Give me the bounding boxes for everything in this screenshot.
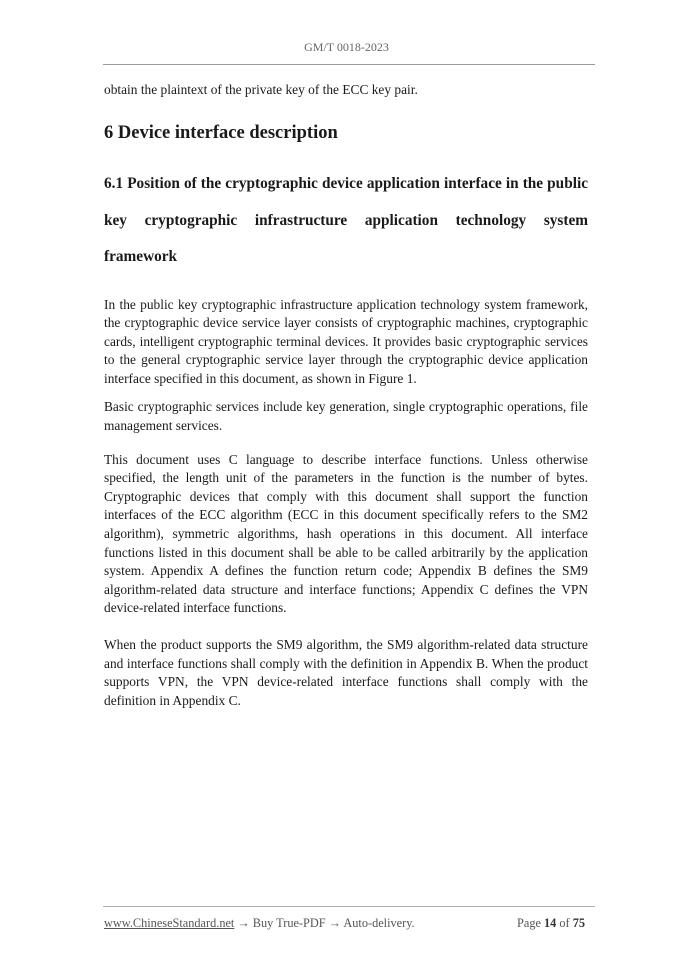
arrow-icon: →	[328, 916, 341, 930]
subsection-heading: 6.1 Position of the cryptographic device application interface in the public key cryptographic infrastructure application technology system framework	[104, 175, 588, 265]
page-counter	[517, 916, 585, 931]
standard-code: GM/T 0018-2023	[304, 40, 389, 54]
of-label: of	[559, 916, 570, 930]
site-link[interactable]: www.ChineseStandard.net	[104, 916, 235, 930]
footer-divider	[103, 906, 595, 907]
paragraph-basic-services: Basic cryptographic services include key generation, single cryptographic operations, file management services.	[104, 399, 588, 434]
section-heading: 6 Device interface description	[104, 123, 338, 143]
lead-line: obtain the plaintext of the private key of the ECC key pair.	[104, 82, 418, 97]
total-pages: 75	[572, 916, 585, 930]
page-label: Page	[517, 916, 541, 930]
page-number: 14	[544, 916, 557, 930]
buy-pdf-text: Buy True-PDF	[252, 916, 326, 930]
page-header	[0, 40, 693, 55]
paragraph-c-language: This document uses C language to describe interface functions. Unless otherwise specified, the length unit of the parameters in the function is the number of bytes. Cryptographic devices that comply with this document shall support the function interfaces of the ECC algorithm (ECC in this document specifically refers to the SM2 algorithm), symmetric algorithms, hash operations in this document. All interface functions listed in this document shall be able to be called arbitrarily by the application system. Appendix A defines the function return code; Appendix B defines the SM9 algorithm-related data structure and interface functions; Appendix C defines the VPN device-related interface functions.	[104, 451, 588, 616]
paragraph-sm9-vpn: When the product supports the SM9 algorithm, the SM9 algorithm-related data structure and interface functions shall comply with the definition in Appendix B. When the product supports VPN, the VPN device-related interface functions shall comply with the definition in Appendix C.	[104, 637, 588, 708]
header-divider	[103, 64, 595, 65]
paragraph-framework: In the public key cryptographic infrastructure application technology system framework, the cryptographic device service layer consists of cryptographic machines, cryptographic cards, intelligent cryptographic terminal devices. It provides basic cryptographic services to the general cryptographic service layer through the cryptographic device application interface specified in this document, as shown in Figure 1.	[104, 296, 588, 386]
arrow-icon: →	[237, 916, 250, 930]
footer-promo	[104, 916, 415, 931]
page-content	[104, 80, 588, 710]
page-footer	[104, 916, 585, 931]
delivery-text: Auto-delivery.	[343, 916, 415, 930]
